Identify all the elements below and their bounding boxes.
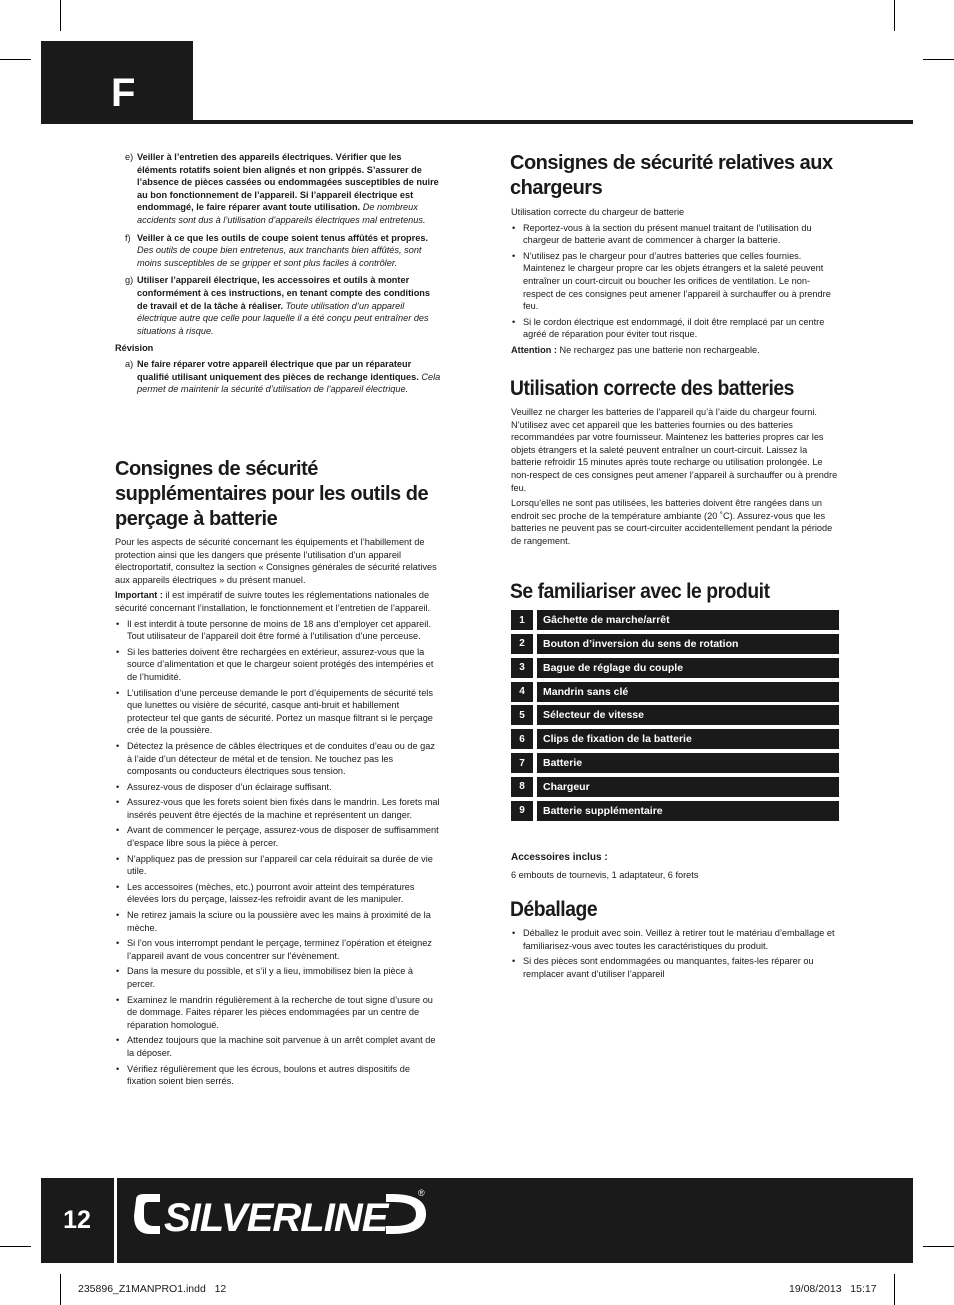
part-name: Bague de réglage du couple bbox=[537, 658, 839, 678]
part-name: Batterie bbox=[537, 753, 839, 773]
bullet-item: • Détectez la présence de câbles électriques et de conduites d’eau ou de gaz à l’aide d’un détecteur de métal et de tension. Ne touchez pas les composants ou conducteurs électriques sous tension. bbox=[115, 740, 441, 778]
crop-mark bbox=[894, 0, 895, 31]
left-column-body bbox=[115, 536, 441, 1091]
charger-intro: Utilisation correcte du chargeur de batterie bbox=[511, 207, 685, 217]
parts-row bbox=[511, 610, 839, 630]
crop-mark bbox=[0, 1246, 31, 1247]
parts-row bbox=[511, 682, 839, 702]
language-tab bbox=[41, 41, 193, 124]
accessories-text: 6 embouts de tournevis, 1 adaptateur, 6 forets bbox=[511, 869, 699, 880]
bullet-item: • Il est interdit à toute personne de moins de 18 ans d’employer cet appareil. Tout utilisateur de l’appareil doit être formé à l’utilisation d’une perceuse. bbox=[115, 618, 441, 643]
part-number: 9 bbox=[511, 801, 533, 821]
parts-row bbox=[511, 753, 839, 773]
parts-table bbox=[511, 610, 839, 825]
bullet-item: • Assurez-vous de disposer d’un éclairage suffisant. bbox=[115, 781, 441, 794]
header-rule bbox=[193, 120, 913, 124]
charger-list bbox=[511, 222, 839, 341]
part-number: 5 bbox=[511, 705, 533, 725]
bullet-item: • Si les batteries doivent être rechargées en extérieur, assurez-vous que la source d’alimentation et que le chargeur soient protégés des intempéries et de l’humidité. bbox=[115, 646, 441, 684]
unpack-list bbox=[511, 927, 839, 980]
section-heading-product: Se familiariser avec le produit bbox=[510, 580, 770, 603]
unpack-body bbox=[511, 927, 839, 983]
bullet-item: • Examinez le mandrin régulièrement à la recherche de tout signe d’usure ou de dommage. Faites réparer les pièces endommagées par un centre de réparation homologué. bbox=[115, 994, 441, 1032]
page-number: 12 bbox=[63, 1206, 91, 1234]
bullet-item: • Avant de commencer le perçage, assurez-vous de disposer de suffisamment d’espace libre sous la pièce à percer. bbox=[115, 824, 441, 849]
silverline-logo-icon bbox=[130, 1186, 430, 1246]
parts-row bbox=[511, 729, 839, 749]
crop-mark bbox=[923, 59, 954, 60]
part-name: Batterie supplémentaire bbox=[537, 801, 839, 821]
date-info: 19/08/2013 15:17 bbox=[789, 1283, 877, 1295]
file-info: 235896_Z1MANPRO1.indd 12 bbox=[78, 1283, 227, 1295]
crop-mark bbox=[0, 59, 31, 60]
battery-paragraph: Veuillez ne charger les batteries de l’appareil qu’à l’aide du chargeur fourni. N’utilisez avec cet appareil que les batteries fournies ou des batteries recommandées par votre fournisseur. Maintenez les batteries propres car les objets étrangers et la saleté peuvent entraîner un court-circuit. Laissez la batterie refroidir 15 minutes après toute recharge ou utilisation prolongée. Le non-respect de ces consignes peut amener l’appareil à surchauffer ou à prendre feu. bbox=[511, 407, 838, 493]
bullet-item: • N’utilisez pas le chargeur pour d’autres batteries que celles fournies. Maintenez le chargeur propre car les objets étrangers et la saleté peuvent entraîner un court-circuit ou boucher les orifices de ventilation. Le non-respect de ces consignes peut amener l’appareil à surchauffer ou à prendre feu. bbox=[511, 250, 839, 313]
crop-mark bbox=[60, 1274, 61, 1305]
footer-divider bbox=[114, 1178, 117, 1263]
part-number: 3 bbox=[511, 658, 533, 678]
bullet-item: • Vérifiez régulièrement que les écrous, boulons et autres dispositifs de fixation soient bien serrés. bbox=[115, 1063, 441, 1088]
accessories-block bbox=[511, 852, 839, 884]
brand-logo bbox=[130, 1186, 430, 1251]
list-item: a) Ne faire réparer votre appareil électrique que par un réparateur qualifié utilisant uniquement des pièces de rechange identiques. Cela permet de maintenir la sécurité d’utilisation de l’appareil électrique. bbox=[125, 358, 441, 395]
part-number: 7 bbox=[511, 753, 533, 773]
parts-row bbox=[511, 634, 839, 654]
parts-row bbox=[511, 658, 839, 678]
revision-heading: Révision bbox=[115, 343, 154, 354]
crop-mark bbox=[923, 1246, 954, 1247]
parts-row bbox=[511, 801, 839, 821]
bullet-item: • Assurez-vous que les forets soient bien fixés dans le mandrin. Les forets mal insérés peuvent être éjectés de la machine et représentent un danger. bbox=[115, 796, 441, 821]
bullet-item: • Si des pièces sont endommagées ou manquantes, faites-les réparer ou remplacer avant d’utiliser l’appareil bbox=[511, 955, 839, 980]
crop-mark bbox=[60, 0, 61, 31]
section-heading-unpacking: Déballage bbox=[510, 898, 598, 921]
bullet-item: • Ne retirez jamais la sciure ou la poussière avec les mains à proximité de la mèche. bbox=[115, 909, 441, 934]
bullet-item: • N’appliquez pas de pression sur l’appareil car cela réduirait sa durée de vie utile. bbox=[115, 853, 441, 878]
attention-paragraph: Attention : Ne rechargez pas une batterie non rechargeable. bbox=[511, 344, 760, 355]
section-heading-charger-safety: Consignes de sécurité relatives aux chargeurs bbox=[510, 152, 833, 199]
part-number: 4 bbox=[511, 682, 533, 702]
drill-safety-list bbox=[115, 618, 441, 1088]
part-name: Bouton d’inversion du sens de rotation bbox=[537, 634, 839, 654]
battery-body bbox=[511, 406, 839, 551]
part-name: Gâchette de marche/arrêt bbox=[537, 610, 839, 630]
section-heading-battery-use: Utilisation correcte des batteries bbox=[510, 377, 794, 400]
bullet-item: • Attendez toujours que la machine soit parvenue à un arrêt complet avant de la déposer. bbox=[115, 1034, 441, 1059]
parts-row bbox=[511, 705, 839, 725]
list-item: g) Utiliser l’appareil électrique, les accessoires et outils à monter conformément à ces instructions, en tenant compte des conditions de travail et de la tâche à réaliser. Toute utilisation d’un appareil électrique autre que celle pour laquelle il a été conçu peut entraîner des situations à risque. bbox=[125, 275, 431, 336]
brand-name: SILVERLINE bbox=[164, 1196, 388, 1240]
charger-body bbox=[511, 206, 839, 360]
bullet-item: • Si l’on vous interrompt pendant le perçage, terminez l’opération et éteignez l’appareil avant de vous concentrer sur l’évènement. bbox=[115, 937, 441, 962]
bullet-item: • Si le cordon électrique est endommagé, il doit être remplacé par un centre agréé de réparation pour éviter tout risque. bbox=[511, 316, 839, 341]
intro-paragraph: Pour les aspects de sécurité concernant les équipements et l’habillement de protection ainsi que les dangers que présente l’utilisation d’un appareil électroportatif, consultez la section « Consignes générales de sécurité relatives aux appareils électriques » du présent manuel. bbox=[115, 537, 437, 585]
list-item: e) Veiller à l’entretien des appareils électriques. Vérifier que les éléments rotatifs soient bien alignés et non grippés. S’assurer de l’absence de pièces cassées ou endommagées susceptibles de nuire au bon fonctionnement de l’appareil. Si l’appareil électrique est endommagé, le faire réparer avant toute utilisation. De nombreux accidents sont dus à l’utilisation d’appareils électriques mal entretenus. bbox=[125, 152, 439, 225]
bullet-item: • L’utilisation d’une perceuse demande le port d’équipements de sécurité tels que lunettes ou visière de sécurité, casque anti-bruit et habillement protecteur tel que gants de sécurité. Portez un masque filtrant si le perçage crée de la poussière. bbox=[115, 687, 441, 737]
accessories-label: Accessoires inclus : bbox=[511, 852, 608, 863]
parts-row bbox=[511, 777, 839, 797]
left-column bbox=[115, 151, 441, 401]
part-number: 1 bbox=[511, 610, 533, 630]
bullet-item: • Dans la mesure du possible, et s’il y a lieu, immobilisez bien la pièce à percer. bbox=[115, 965, 441, 990]
part-number: 8 bbox=[511, 777, 533, 797]
part-name: Sélecteur de vitesse bbox=[537, 705, 839, 725]
section-heading-drill-safety: Consignes de sécurité supplémentaires pour les outils de perçage à batterie bbox=[115, 458, 429, 530]
bullet-item: • Les accessoires (mèches, etc.) pourront avoir atteint des températures élevées lors du perçage, laissez-les refroidir avant de les manipuler. bbox=[115, 881, 441, 906]
important-paragraph: Important : il est impératif de suivre toutes les réglementations nationales de sécurité concernant l’installation, le fonctionnement et l’entretien de l’appareil. bbox=[115, 590, 431, 613]
registered-mark: ® bbox=[418, 1188, 425, 1198]
language-code: F bbox=[111, 71, 136, 115]
part-name: Chargeur bbox=[537, 777, 839, 797]
part-name: Mandrin sans clé bbox=[537, 682, 839, 702]
battery-paragraph: Lorsqu’elles ne sont pas utilisées, les batteries doivent être rangées dans un endroit sec proche de la température ambiante (20 ˚C). Assurez-vous que les batteries ne peuvent pas se court-circuiter accidentellement pendant la période de rangement. bbox=[511, 498, 833, 546]
part-name: Clips de fixation de la batterie bbox=[537, 729, 839, 749]
crop-mark bbox=[894, 1274, 895, 1305]
part-number: 2 bbox=[511, 634, 533, 654]
list-item: f) Veiller à ce que les outils de coupe soient tenus affûtés et propres. Des outils de coupe bien entretenus, aux tranchants bien affûtés, sont moins susceptibles de se gripper et sont plus faciles à contrôler. bbox=[125, 232, 429, 268]
bullet-item: • Reportez-vous à la section du présent manuel traitant de l’utilisation du chargeur de batterie avant de commencer à charger la batterie. bbox=[511, 222, 839, 247]
bullet-item: • Déballez le produit avec soin. Veillez à retirer tout le matériau d’emballage et familiarisez-vous avec toutes les caractéristiques du produit. bbox=[511, 927, 839, 952]
part-number: 6 bbox=[511, 729, 533, 749]
